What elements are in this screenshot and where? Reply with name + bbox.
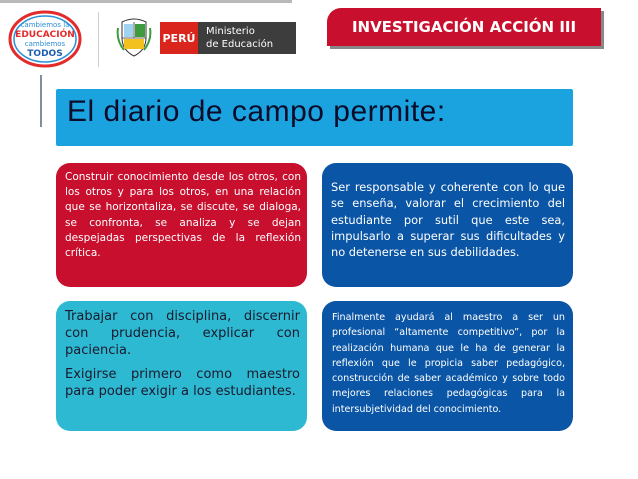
card-text: Finalmente ayudará al maestro a ser un profesional “altamente competitivo”, por la realización humana que le ha de generar la reflexión que le propicia saber pedagógico, construcción de saber académico y sobre todo mejores relaciones pedagógicas para la intersubjetividad del conocimiento. [332, 312, 565, 415]
ministry-label [198, 22, 296, 54]
peru-label: PERÚ [160, 22, 198, 54]
logo-text-4: TODOS [27, 49, 63, 59]
ministry-line-1: Ministerio [206, 26, 255, 37]
course-banner: INVESTIGACIÓN ACCIÓN III [327, 8, 601, 46]
card-text: Construir conocimiento desde los otros, con los otros y para los otros, en una relación que se horizontaliza, se discute, se dialoga, se confronta, se analiza y se dejan despejadas perspectivas de la reflexión crítica. [65, 171, 301, 260]
card-construir [56, 163, 307, 287]
card-finalmente [322, 301, 573, 431]
top-divider-line [0, 0, 292, 3]
accent-line [40, 75, 42, 127]
card-trabajar [56, 301, 307, 431]
coat-of-arms-icon [116, 16, 152, 58]
slide-title: El diario de campo permite: [67, 95, 446, 128]
ministry-line-2: de Educación [206, 39, 274, 50]
logo-text-1: cambiemos la [20, 21, 70, 29]
logo-text-2: EDUCACIÓN [15, 30, 75, 40]
card-paragraph-2: Exigirse primero como maestro para poder exigir a los estudiantes. [65, 366, 300, 399]
card-text: Ser responsable y coherente con lo que se enseña, valorar el crecimiento del estudiante por sutil que este sea, impulsarlo a superar sus dificultades y no detenerse en sus debilidades. [331, 180, 565, 260]
logo-text-3: cambiemos [24, 40, 66, 48]
header-divider [98, 12, 99, 67]
card-paragraph-1: Trabajar con disciplina, discernir con prudencia, explicar con paciencia. [65, 309, 300, 359]
card-ser-responsable [322, 163, 573, 287]
campaign-logo [8, 10, 82, 68]
